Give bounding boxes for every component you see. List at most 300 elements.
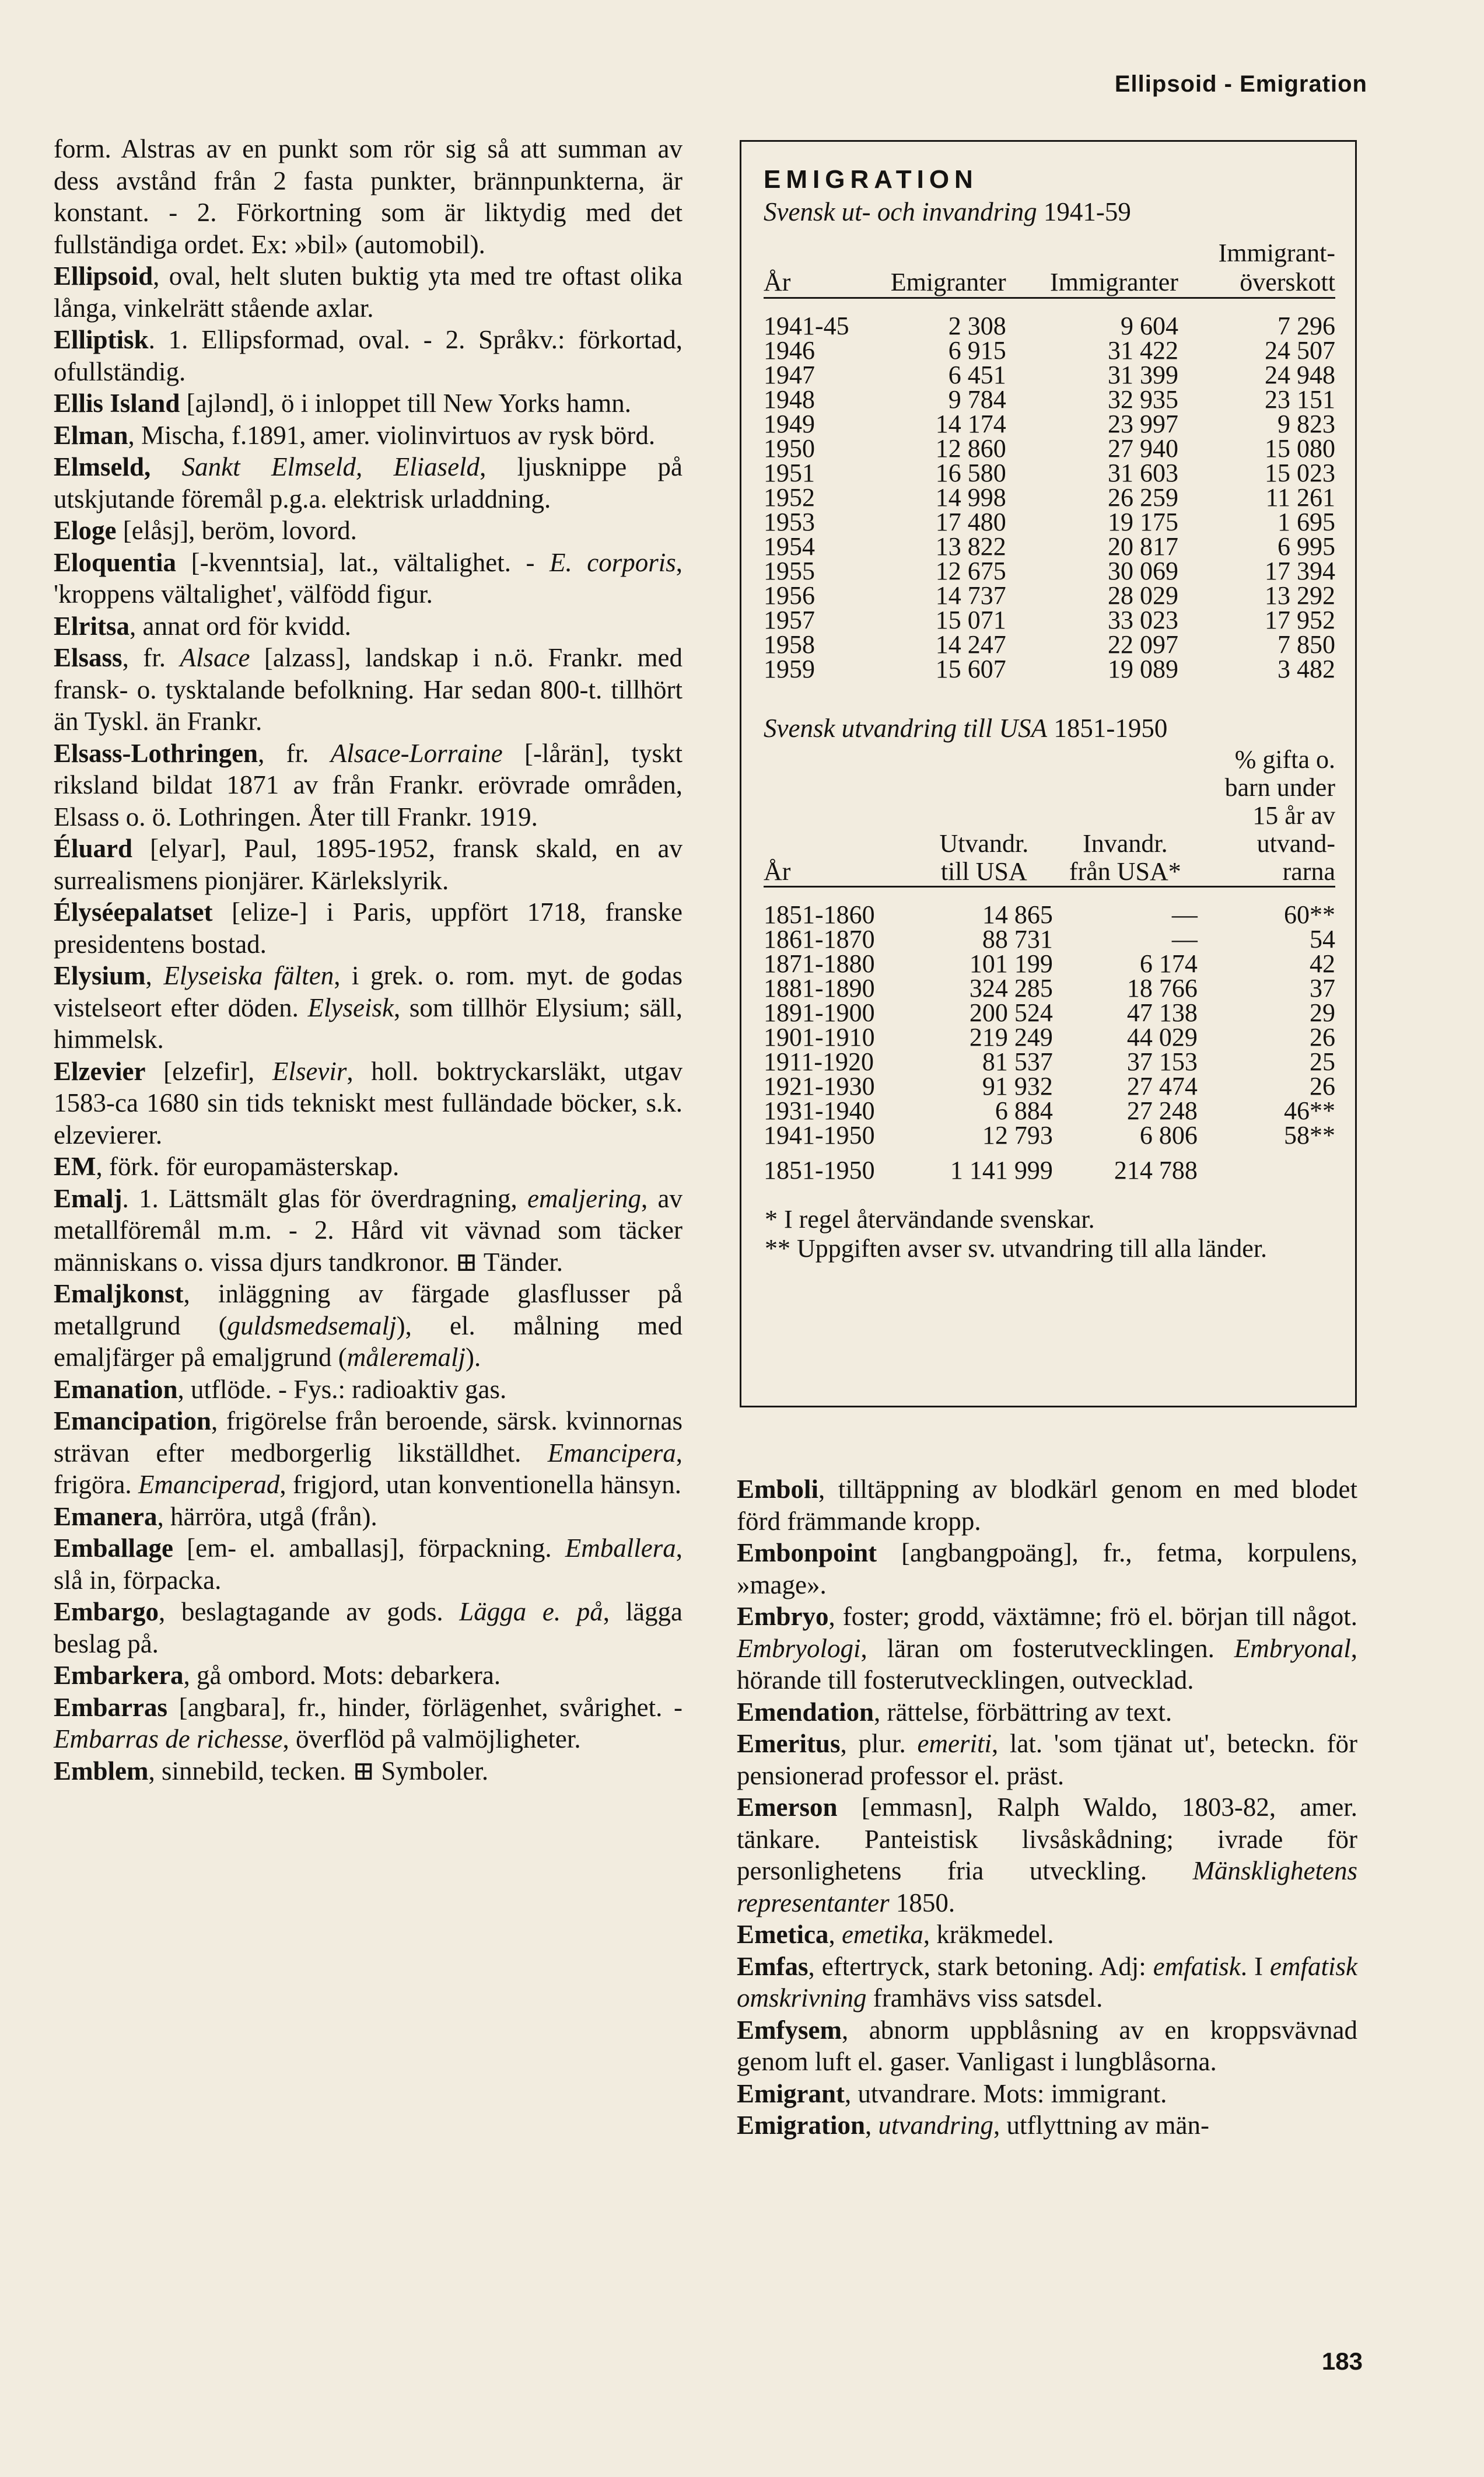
entry-text: [angbara], fr., hinder, förlägenhet, svårighet. - <box>167 1692 682 1722</box>
entry-text: , beslagtagande av gods. <box>159 1597 460 1626</box>
entry-headword: Emancipation <box>54 1406 212 1435</box>
table-row <box>764 1099 1335 1123</box>
entry-headword: Embarras <box>54 1692 167 1722</box>
entry-headword: Emaljkonst <box>54 1279 184 1308</box>
dictionary-entry <box>737 1473 1357 1537</box>
entry-text: , frigörelse från beroende, särsk. kvinnornas strävan efter medborgerlig likställdhet. <box>54 1406 682 1468</box>
dictionary-entry <box>54 1151 682 1183</box>
dictionary-entry <box>737 1791 1357 1919</box>
entry-text: , abnorm uppblåsning av en kroppsvävnad genom luft el. gaser. Vanligast i lungblåsorna. <box>737 2015 1357 2076</box>
table-cell: 7 296 <box>1278 312 1335 340</box>
dictionary-entry <box>54 1183 682 1278</box>
entry-headword: Emboli <box>737 1475 819 1504</box>
t2-header-percent-line2: barn under <box>1224 773 1335 802</box>
table-cell: 30 069 <box>1107 557 1178 585</box>
dictionary-entry <box>737 2014 1357 2078</box>
table-cell: 1958 <box>764 630 815 659</box>
dictionary-entry <box>54 420 682 452</box>
entry-text: , rättelse, förbättring av text. <box>874 1697 1172 1727</box>
table-cell: 15 080 <box>1265 434 1335 463</box>
entry-text: [elyar], Paul, 1895-1952, fransk skald, en av surrealismens pionjärer. Kärlekslyrik. <box>54 834 682 895</box>
table-cell: 3 482 <box>1278 655 1335 683</box>
table-cell: 44 029 <box>1126 1023 1198 1051</box>
table-row <box>764 559 1335 584</box>
t2-header-emigrated-line2: till USA <box>940 857 1027 886</box>
table-cell: 31 603 <box>1107 459 1178 487</box>
t1-header-surplus <box>1178 239 1335 298</box>
table-cell: 23 997 <box>1107 410 1178 438</box>
table-cell: 37 153 <box>1126 1047 1198 1076</box>
entry-text: [ajlənd], ö i inloppet till New Yorks hamn. <box>180 389 632 418</box>
entry-headword: Embonpoint <box>737 1538 877 1567</box>
table-cell: 1891-1900 <box>764 998 875 1027</box>
note-2-text: Uppgiften avser sv. utvandring till alla länder. <box>797 1234 1268 1263</box>
table-cell: 27 248 <box>1126 1096 1198 1125</box>
entry-text: , härröra, utgå (från). <box>157 1501 377 1531</box>
table-cell: 1949 <box>764 410 815 438</box>
table-cell: 1947 <box>764 361 815 389</box>
table-row <box>764 461 1335 485</box>
dictionary-entry <box>54 547 682 610</box>
entry-text: . 1. Lättsmält glas för överdragning, <box>122 1183 528 1213</box>
table-cell: 29 <box>1310 998 1335 1027</box>
table-total-row <box>764 1148 1335 1185</box>
t2-header-percent-line3: 15 år av <box>1252 801 1335 830</box>
dictionary-entry <box>54 1405 682 1501</box>
entry-italic-text: emfatisk omskrivning <box>737 1951 1357 2013</box>
t2-header-percent-line4: utvand- <box>1256 829 1335 858</box>
t2-header-percent-line1: % gifta o. <box>1234 745 1335 774</box>
table-cell: 324 285 <box>969 974 1053 1002</box>
entry-italic-text: Emancipera <box>547 1438 676 1468</box>
dictionary-entry <box>54 1692 682 1755</box>
entry-text: [emmasn], Ralph Waldo, 1803-82, amer. tänkare. Panteistisk livsåskådning; ivrade för personlighetens fria utveckling. <box>737 1793 1357 1885</box>
entry-headword: Embargo <box>54 1597 159 1626</box>
dictionary-entry <box>737 2109 1357 2141</box>
entry-headword: Emigrant <box>737 2078 845 2108</box>
table-row <box>764 534 1335 559</box>
table-1941-59 <box>764 239 1335 682</box>
entry-text: , <box>145 961 164 990</box>
table-cell: 37 <box>1310 974 1335 1002</box>
page-number: 183 <box>1321 2347 1363 2375</box>
table-cell: 32 935 <box>1107 385 1178 414</box>
table-cell: 54 <box>1310 925 1335 953</box>
table-cell: 25 <box>1310 1047 1335 1076</box>
entry-italic-text: Embarras de richesse <box>54 1724 283 1753</box>
table-row <box>764 633 1335 657</box>
entry-headword: Elzevier <box>54 1056 146 1086</box>
entry-text: , frigöra. <box>54 1438 682 1499</box>
entry-headword: Emerson <box>737 1793 838 1822</box>
table-row <box>764 887 1335 928</box>
table-cell: 11 261 <box>1265 483 1335 512</box>
table1-subtitle-italic: Svensk ut- och invandring <box>764 197 1037 226</box>
entry-headword: Eloquentia <box>54 547 177 577</box>
table-row <box>764 927 1335 952</box>
entry-italic-text: Emanciperad <box>138 1470 280 1499</box>
t2-header-percent-line5: rarna <box>1282 857 1335 886</box>
table-cell: 17 480 <box>935 508 1006 536</box>
entry-text: ), el. målning med emaljfärger på emaljgrund ( <box>54 1311 682 1372</box>
dictionary-entry <box>737 1537 1357 1601</box>
entry-italic-text: Alsace <box>180 643 250 672</box>
entry-headword: Emanation <box>54 1374 178 1404</box>
table-cell: 7 850 <box>1278 630 1335 659</box>
entry-headword: Elsass-Lothringen <box>54 738 258 768</box>
entry-text: , fr. <box>258 738 331 768</box>
dictionary-entry <box>54 1374 682 1406</box>
table-cell: 200 524 <box>969 998 1053 1027</box>
dictionary-entry <box>54 133 682 260</box>
entry-text: , plur. <box>840 1729 918 1758</box>
dictionary-entry <box>54 610 682 642</box>
table-row <box>764 436 1335 461</box>
entry-text: , oval, helt sluten buktig yta med tre oftast olika långa, vinkelrätt stående axlar. <box>54 261 682 323</box>
table-cell: 1871-1880 <box>764 949 875 978</box>
table-cell: 6 884 <box>995 1096 1053 1125</box>
entry-text: , inläggning av färgade glasflusser på metallgrund ( <box>54 1279 682 1340</box>
entry-text: , lat. 'som tjänat ut', beteckn. för pensionerad professor el. präst. <box>737 1729 1357 1790</box>
table-total-cell <box>1198 1148 1335 1185</box>
note-1 <box>765 1205 1335 1234</box>
entry-text: , kräkmedel. <box>923 1920 1054 1949</box>
entry-italic-text: Embryonal <box>1234 1633 1351 1663</box>
table-cell: 1955 <box>764 557 815 585</box>
entry-headword: Elliptisk <box>54 325 149 354</box>
table-row <box>764 338 1335 363</box>
dictionary-entry <box>54 833 682 896</box>
table-cell: 13 292 <box>1265 581 1335 610</box>
left-column <box>54 133 682 1787</box>
table-cell: 23 151 <box>1265 385 1335 414</box>
table-cell: 219 249 <box>969 1023 1053 1051</box>
t1-header-surplus-line2: överskott <box>1240 268 1335 296</box>
table-cell: 101 199 <box>969 949 1053 978</box>
entry-text: , överflöd på valmöjligheter. <box>282 1724 581 1753</box>
table-cell: 17 394 <box>1265 557 1335 585</box>
table-cell: 9 823 <box>1278 410 1335 438</box>
t2-header-emigrated-line1: Utvandr. <box>939 829 1029 858</box>
table-cell: 1901-1910 <box>764 1023 875 1051</box>
entry-headword: Embryo <box>737 1602 829 1631</box>
entry-headword: Emfas <box>737 1951 808 1981</box>
entry-text: [elzefir], <box>145 1056 272 1086</box>
dictionary-entry <box>54 1660 682 1692</box>
table2-subtitle <box>764 712 1335 745</box>
t1-header-immigrants: Immigranter <box>1050 268 1178 296</box>
table-row <box>764 584 1335 608</box>
table-cell: 6 915 <box>948 336 1006 365</box>
entry-text: . I <box>1240 1951 1270 1981</box>
entry-headword: Eloge <box>54 516 117 545</box>
t2-header-immigrated-line2: från USA* <box>1069 857 1181 886</box>
table-cell: 1921-1930 <box>764 1072 875 1100</box>
table-cell: 1950 <box>764 434 815 463</box>
table-row <box>764 510 1335 534</box>
table-row <box>764 952 1335 976</box>
dictionary-entry <box>54 387 682 420</box>
table-cell: 1861-1870 <box>764 925 875 953</box>
entry-text: , utflöde. - Fys.: radioaktiv gas. <box>177 1374 507 1404</box>
table-cell: 46** <box>1284 1096 1335 1125</box>
entry-text: [angbangpoäng], fr., fetma, korpulens, »mage». <box>737 1538 1357 1599</box>
table-cell: 91 932 <box>982 1072 1053 1100</box>
right-column <box>737 1473 1357 2141</box>
entry-headword: Embarkera <box>54 1661 184 1690</box>
dictionary-entry <box>54 1532 682 1596</box>
note-1-mark: * <box>765 1205 778 1234</box>
entry-text: , i grek. o. rom. myt. de godas vistelseort efter döden. <box>54 961 682 1022</box>
t2-header-year: År <box>764 857 791 886</box>
entry-italic-text: emeriti <box>917 1729 992 1758</box>
table-cell: 6 451 <box>948 361 1006 389</box>
entry-text: , hörande till fosterutvecklingen, outvecklad. <box>737 1633 1357 1695</box>
table-cell: 12 793 <box>982 1121 1053 1150</box>
table-cell: 26 <box>1310 1072 1335 1100</box>
dictionary-entry <box>737 1951 1357 2014</box>
entry-headword: Emigration <box>737 2111 865 2140</box>
entry-headword: Emfysem <box>737 2015 842 2045</box>
table-cell: 2 308 <box>948 312 1006 340</box>
note-2 <box>765 1234 1335 1263</box>
entry-headword: Emeritus <box>737 1729 841 1758</box>
table-usa-1851-1950 <box>764 746 1335 1185</box>
table1-subtitle-rest: 1941-59 <box>1037 197 1131 226</box>
note-2-mark: ** <box>765 1234 790 1263</box>
table-cell: 1951 <box>764 459 815 487</box>
entry-text: , slå in, förpacka. <box>54 1533 682 1595</box>
entry-headword: Élyséepalatset <box>54 897 213 927</box>
entry-italic-text: emetika <box>841 1920 923 1949</box>
dictionary-entry <box>54 515 682 547</box>
entry-text: , eftertryck, stark betoning. Adj: <box>808 1951 1153 1981</box>
table-cell: 26 <box>1310 1023 1335 1051</box>
entry-text: [-lårän], tyskt riksland bildat 1871 av från Frankr. erövrade områden, Elsass o. ö. Lothringen. Åter till Frankr. 1919. <box>54 738 682 832</box>
table-cell: 14 865 <box>982 900 1053 929</box>
entry-text: , holl. boktryckarsläkt, utgav 1583-ca 1680 sin tids tekniskt mest fulländade böcker, s.k. elzevierer. <box>54 1056 683 1150</box>
entry-text: , foster; grodd, växtämne; frö el. början till något. <box>828 1602 1357 1631</box>
entry-text: , utvandrare. Mots: immigrant. <box>845 2078 1167 2108</box>
table-total-cell: 1 141 999 <box>950 1156 1053 1185</box>
table-row <box>764 1001 1335 1025</box>
table-cell: 1911-1920 <box>764 1047 874 1076</box>
entry-headword: Elman <box>54 420 128 450</box>
t2-header-percent <box>1198 746 1335 887</box>
t1-header-year: År <box>764 268 791 296</box>
entry-headword: Emendation <box>737 1697 874 1727</box>
table-cell: 42 <box>1310 949 1335 978</box>
table-cell: 1953 <box>764 508 815 536</box>
table-row <box>764 1050 1335 1074</box>
table-cell: 28 029 <box>1107 581 1178 610</box>
dictionary-entry <box>54 451 682 515</box>
table-cell: — <box>1171 925 1198 953</box>
dictionary-entry <box>737 1601 1357 1696</box>
entry-italic-text: emaljering <box>527 1183 642 1213</box>
entry-headword: Elsass <box>54 643 123 672</box>
entry-text: , gå ombord. Mots: debarkera. <box>183 1661 501 1690</box>
entry-italic-text: E. corporis <box>549 547 676 577</box>
emigration-table-box <box>740 140 1357 1407</box>
table-total-cell: 1851-1950 <box>764 1156 875 1185</box>
entry-text: , läran om fosterutvecklingen. <box>860 1633 1234 1663</box>
table-cell: 33 023 <box>1107 606 1178 634</box>
entry-italic-text: Lägga e. på <box>459 1597 603 1626</box>
entry-text: , av metallföremål m.m. - 2. Hård vit vävnad som täcker människans o. vissa djurs tandkronor. ⊞ Tänder. <box>54 1183 682 1277</box>
entry-headword: Emalj <box>54 1183 123 1213</box>
dictionary-entry <box>737 2078 1357 2110</box>
entry-text: [alzass], landskap i n.ö. Frankr. med fransk- o. tysktalande befolkning. Har sedan 800-t. tillhört än Tyskl. än Frankr. <box>54 643 682 736</box>
table-cell: 31 399 <box>1107 361 1178 389</box>
entry-text: [-kvenntsia], lat., vältalighet. - <box>176 547 550 577</box>
table-row <box>764 608 1335 633</box>
entry-text: , tilltäppning av blodkärl genom en med blodet förd främmande kropp. <box>737 1475 1357 1536</box>
table-cell: 1881-1890 <box>764 974 875 1002</box>
table-cell: 18 766 <box>1126 974 1198 1002</box>
entry-text: , <box>865 2111 878 2140</box>
dictionary-entry <box>54 1501 682 1533</box>
entry-text: , sinnebild, tecken. ⊞ Symboler. <box>148 1756 489 1786</box>
table-cell: 9 604 <box>1120 312 1178 340</box>
table2-subtitle-rest: 1851-1950 <box>1047 714 1168 743</box>
table-cell: 14 998 <box>935 483 1006 512</box>
table-row <box>764 485 1335 510</box>
table-cell: 1946 <box>764 336 815 365</box>
entry-italic-text: Elyseiska fälten <box>163 961 334 990</box>
table-cell: 12 675 <box>935 557 1006 585</box>
table-cell: 17 952 <box>1265 606 1335 634</box>
entry-text: , Mischa, f.1891, amer. violinvirtuos av rysk börd. <box>128 420 656 450</box>
table1-subtitle <box>764 195 1335 228</box>
table-cell: 47 138 <box>1126 998 1198 1027</box>
entry-headword: Elysium <box>54 961 146 990</box>
t1-header-surplus-line1: Immigrant- <box>1218 239 1335 267</box>
dictionary-entry <box>54 1755 682 1787</box>
entry-italic-text: guldsmedsemalj <box>227 1311 397 1340</box>
table-row <box>764 387 1335 412</box>
entry-headword: Emballage <box>54 1533 174 1563</box>
table-row <box>764 657 1335 682</box>
entry-text: [em- el. amballasj], förpackning. <box>173 1533 565 1563</box>
entry-headword: EM <box>54 1152 96 1181</box>
t2-header-immigrated-line1: Invandr. <box>1083 829 1168 858</box>
table-cell: 31 422 <box>1107 336 1178 365</box>
entry-headword: Éluard <box>54 834 133 863</box>
table-cell: 19 175 <box>1107 508 1178 536</box>
table-row <box>764 1123 1335 1148</box>
table-cell: 26 259 <box>1107 483 1178 512</box>
dictionary-entry <box>54 1278 682 1374</box>
table-row <box>764 412 1335 436</box>
entry-italic-text: Emballera <box>565 1533 676 1563</box>
dictionary-entry <box>54 1596 682 1660</box>
entry-text: , annat ord för kvidd. <box>130 611 351 641</box>
entry-text: , som tillhör Elysium; säll, himmelsk. <box>54 993 682 1054</box>
dictionary-entry <box>737 1696 1357 1728</box>
entry-text: , frigjord, utan konventionella hänsyn. <box>279 1470 681 1499</box>
dictionary-entry <box>54 960 682 1056</box>
dictionary-entry <box>54 738 682 833</box>
dictionary-entry <box>737 1919 1357 1951</box>
entry-italic-text: Elyseisk <box>307 993 394 1022</box>
table-cell: 14 737 <box>935 581 1006 610</box>
t1-header-emigrants: Emigranter <box>890 268 1006 296</box>
table-cell: 1941-1950 <box>764 1121 875 1150</box>
table2-subtitle-italic: Svensk utvandring till USA <box>764 714 1048 743</box>
box-title: EMIGRATION <box>764 165 978 194</box>
table-cell: 1931-1940 <box>764 1096 875 1125</box>
entry-text: , <box>828 1920 842 1949</box>
table-cell: 1954 <box>764 532 815 561</box>
table-cell: 12 860 <box>935 434 1006 463</box>
note-1-text: I regel återvändande svenskar. <box>784 1205 1095 1234</box>
table-row <box>764 363 1335 387</box>
dictionary-entry <box>54 1056 682 1151</box>
entry-italic-text: utvandring <box>878 2111 993 2140</box>
table-cell: 27 940 <box>1107 434 1178 463</box>
table-total-cell: 214 788 <box>1114 1156 1198 1185</box>
table-cell: 1 695 <box>1278 508 1335 536</box>
table-cell: 15 023 <box>1265 459 1335 487</box>
table-notes <box>764 1205 1335 1263</box>
entry-italic-text: Elsevir <box>272 1056 347 1086</box>
table-row <box>764 976 1335 1001</box>
table-row <box>764 1025 1335 1050</box>
entry-text: , utflyttning av män- <box>993 2111 1209 2140</box>
entry-text: , fr. <box>122 643 180 672</box>
entry-text: , lägga beslag på. <box>54 1597 683 1658</box>
table-cell: 1957 <box>764 606 815 634</box>
table-cell: — <box>1171 900 1198 929</box>
table-cell: 9 784 <box>948 385 1006 414</box>
table-cell: 1948 <box>764 385 815 414</box>
table-cell: 1851-1860 <box>764 900 875 929</box>
entry-italic-text: Alsace-Lorraine <box>330 738 503 768</box>
dictionary-entry <box>54 324 682 387</box>
entry-italic-text: emfatisk <box>1153 1951 1241 1981</box>
entry-italic-text: Sankt Elmseld, Eliaseld <box>181 452 480 481</box>
table-cell: 27 474 <box>1126 1072 1198 1100</box>
table-cell: 15 071 <box>935 606 1006 634</box>
entry-text: . 1. Ellipsformad, oval. - 2. Språkv.: förkortad, ofullständig. <box>54 325 682 386</box>
table-cell: 1956 <box>764 581 815 610</box>
table-row <box>764 1074 1335 1099</box>
table-cell: 1941-45 <box>764 312 849 340</box>
table-cell: 6 995 <box>1278 532 1335 561</box>
table-cell: 20 817 <box>1107 532 1178 561</box>
table-cell: 19 089 <box>1107 655 1178 683</box>
dictionary-entry <box>54 260 682 324</box>
entry-italic-text: Embryologi <box>737 1633 861 1663</box>
entry-headword: Emblem <box>54 1756 149 1786</box>
table-cell: 1959 <box>764 655 815 683</box>
t2-header-immigrated <box>1053 746 1198 887</box>
entry-headword: Elmseld, <box>54 452 182 481</box>
entry-text: , ljusknippe på utskjutande föremål p.g.a. elektrisk urladdning. <box>54 452 683 513</box>
table-cell: 22 097 <box>1107 630 1178 659</box>
table-cell: 14 247 <box>935 630 1006 659</box>
dictionary-entry <box>54 642 682 738</box>
table-cell: 6 806 <box>1139 1121 1198 1150</box>
entry-headword: Emetica <box>737 1920 829 1949</box>
table-cell: 24 948 <box>1265 361 1335 389</box>
table-cell: 81 537 <box>982 1047 1053 1076</box>
table-cell: 1952 <box>764 483 815 512</box>
entry-text: 1850. <box>889 1888 956 1917</box>
table-cell: 13 822 <box>935 532 1006 561</box>
dictionary-entry <box>737 1728 1357 1791</box>
